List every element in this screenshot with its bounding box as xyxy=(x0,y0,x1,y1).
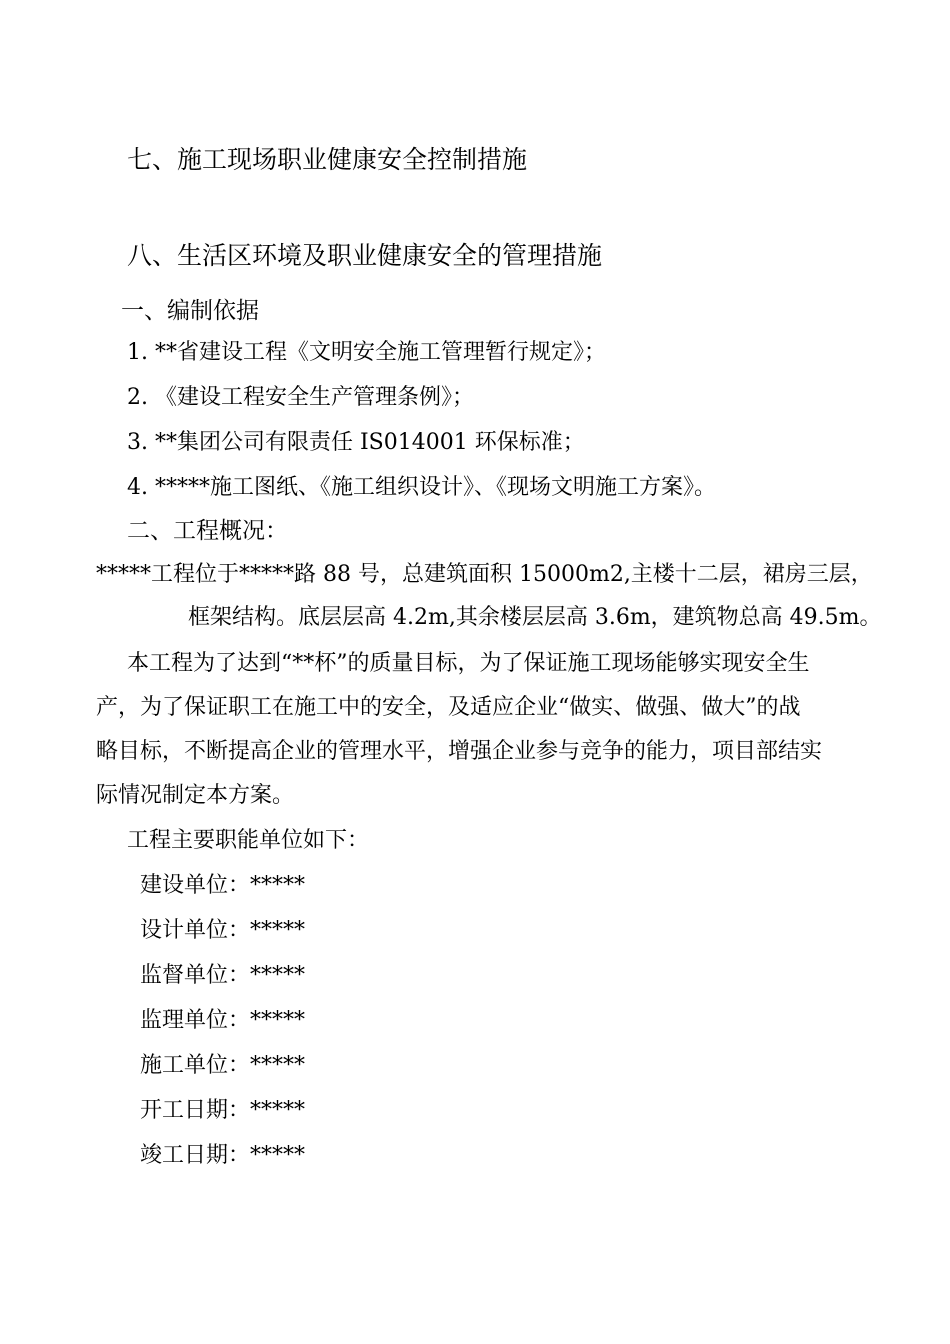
purpose-line-1: 本工程为了达到“**杯”的质量目标，为了保证施工现场能够实现安全生 xyxy=(127,651,810,676)
section-heading-7: 七、施工现场职业健康安全控制措施 xyxy=(127,145,528,174)
unit-supervision: 监督单位：***** xyxy=(140,963,306,988)
overview-line-2: 框架结构。底层层高 4.2m,其余楼层层高 3.6m，建筑物总高 49.5m。 xyxy=(188,605,882,630)
purpose-line-3: 略目标，不断提高企业的管理水平，增强企业参与竞争的能力，项目部结实 xyxy=(96,739,823,764)
overview-line-1: *****工程位于*****路 88 号，总建筑面积 15000m2,主楼十二层，裙房三层， xyxy=(96,562,873,587)
purpose-line-4: 际情况制定本方案。 xyxy=(96,783,295,808)
start-date: 开工日期：***** xyxy=(140,1098,306,1123)
basis-item-2: 2. 《建设工程安全生产管理条例》； xyxy=(127,385,474,410)
basis-item-1: 1. **省建设工程《文明安全施工管理暂行规定》； xyxy=(127,340,606,365)
unit-contractor: 施工单位：***** xyxy=(140,1053,306,1078)
units-intro: 工程主要职能单位如下： xyxy=(127,828,370,853)
unit-construction: 建设单位：***** xyxy=(140,873,306,898)
unit-design: 设计单位：***** xyxy=(140,918,306,943)
purpose-line-2: 产，为了保证职工在施工中的安全，及适应企业“做实、做强、做大”的战 xyxy=(96,695,801,720)
completion-date: 竣工日期：***** xyxy=(140,1143,306,1168)
overview-title: 二、工程概况： xyxy=(127,518,288,544)
unit-inspection: 监理单位：***** xyxy=(140,1008,306,1033)
basis-item-3: 3. **集团公司有限责任 IS014001 环保标准； xyxy=(127,430,585,455)
section-heading-8: 八、生活区环境及职业健康安全的管理措施 xyxy=(127,241,603,270)
basis-item-4: 4. *****施工图纸、《施工组织设计》、《现场文明施工方案》。 xyxy=(127,475,716,500)
basis-title: 一、编制依据 xyxy=(121,298,259,324)
